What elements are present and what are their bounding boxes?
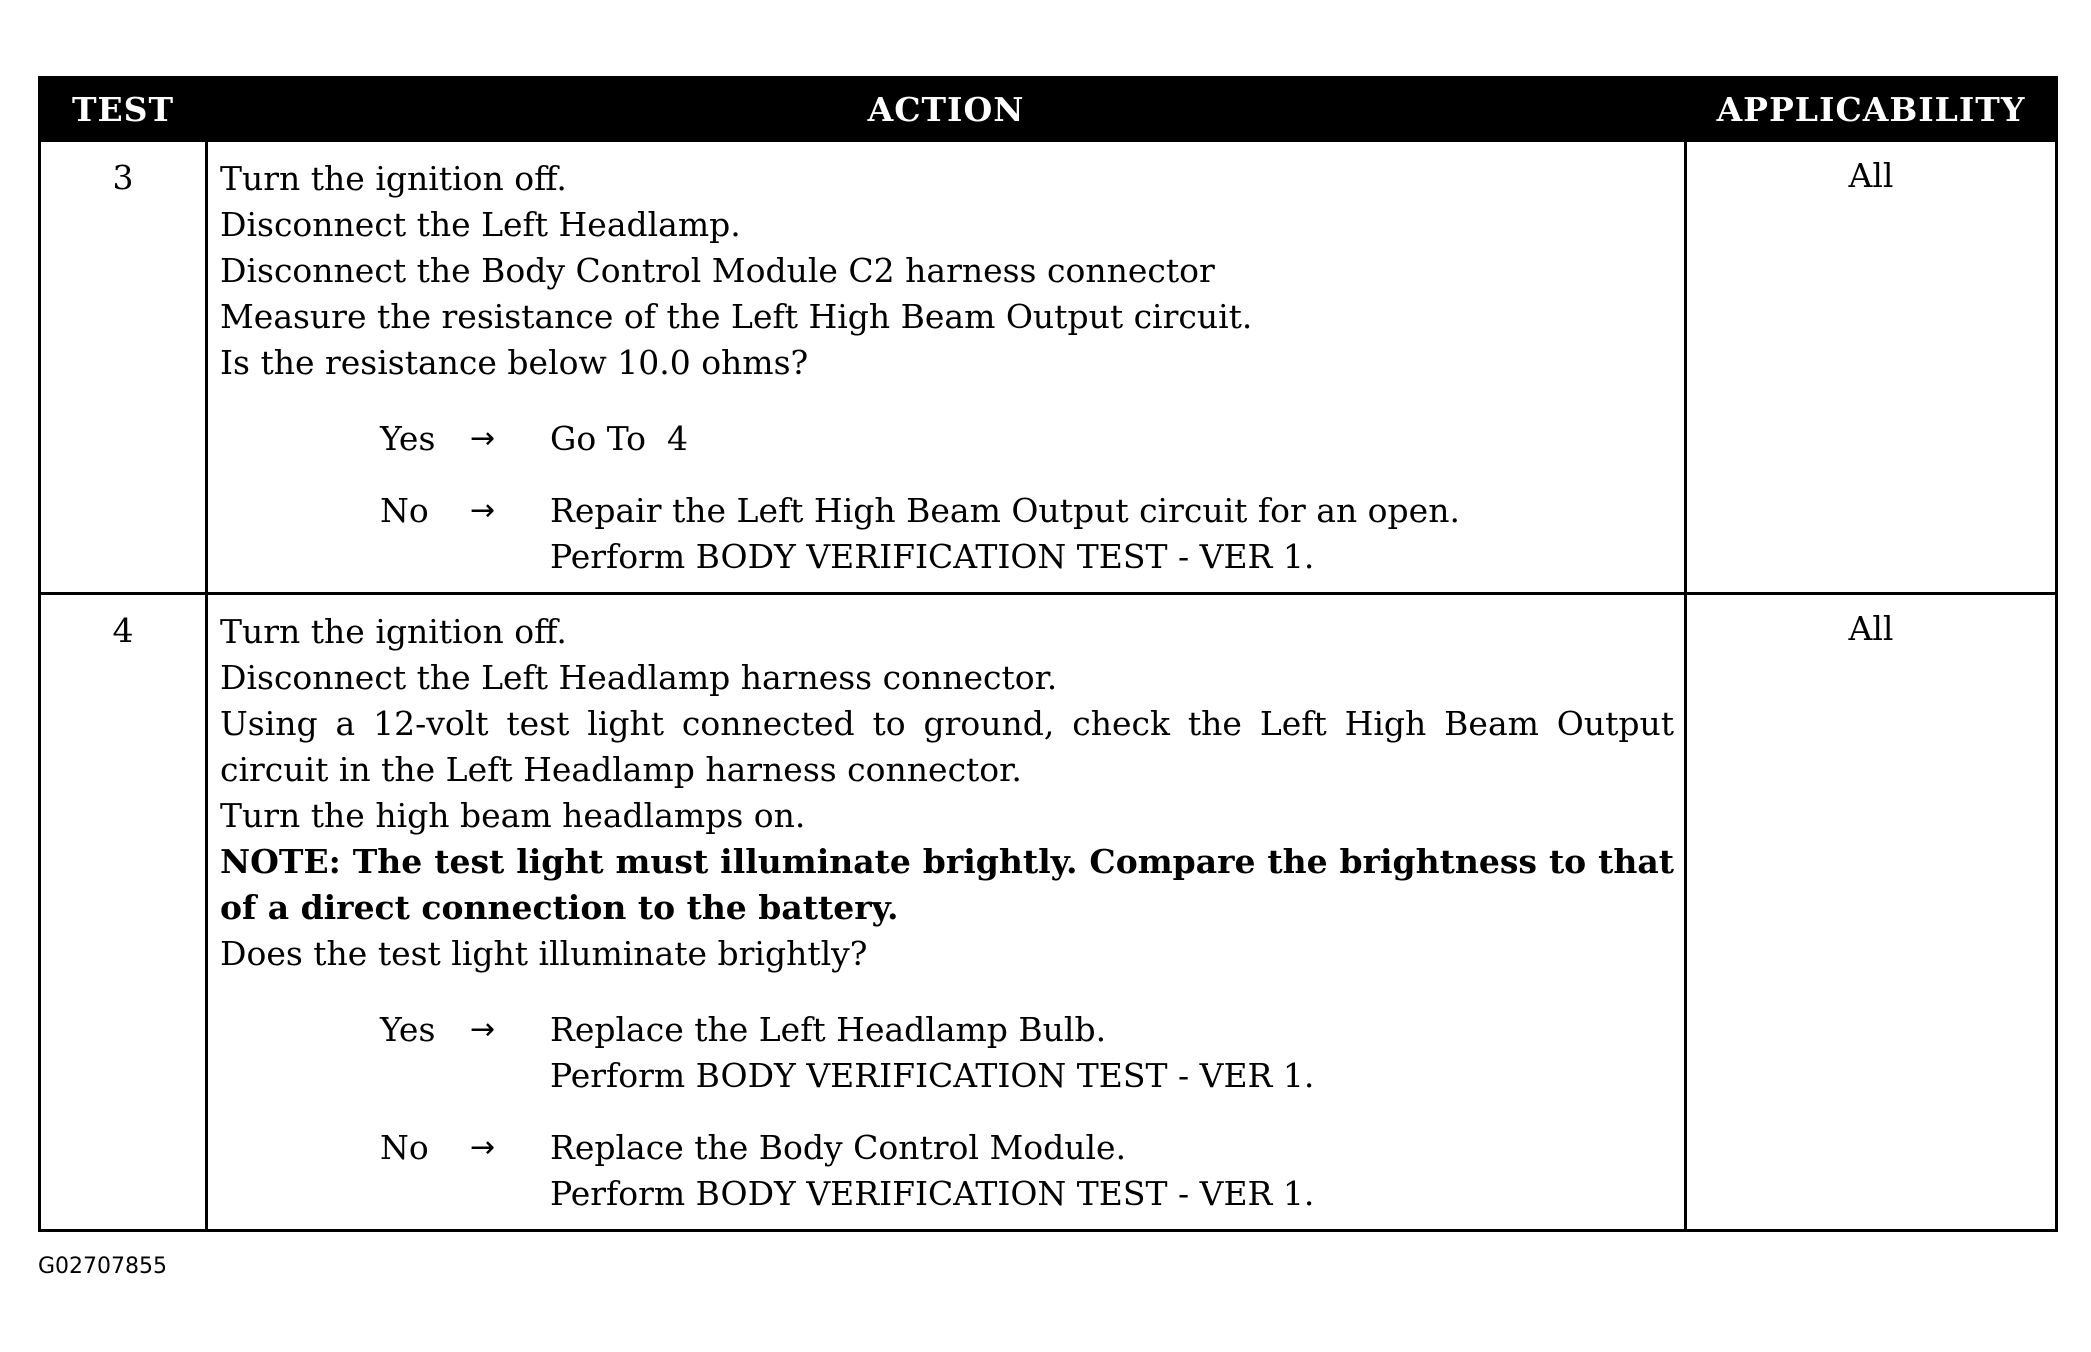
arrow-right-icon: → bbox=[470, 493, 496, 528]
result-line: Perform BODY VERIFICATION TEST - VER 1. bbox=[550, 1174, 1315, 1213]
arrow-right-icon: → bbox=[470, 1130, 496, 1165]
no-label: No bbox=[380, 491, 429, 530]
applicability-cell bbox=[1686, 141, 2057, 594]
result-line: Go To 4 bbox=[550, 419, 689, 458]
header-action: ACTION bbox=[207, 78, 1686, 141]
table-row bbox=[40, 141, 2057, 594]
applicability-cell bbox=[1686, 594, 2057, 1231]
test-number: 3 bbox=[112, 158, 134, 197]
no-label: No bbox=[380, 1128, 429, 1167]
action-step: Disconnect the Left Headlamp harness connector. bbox=[220, 658, 1058, 697]
no-outcome bbox=[380, 488, 1674, 580]
test-number-cell bbox=[40, 141, 207, 594]
no-outcome bbox=[380, 1125, 1674, 1217]
result-line: Perform BODY VERIFICATION TEST - VER 1. bbox=[550, 1056, 1315, 1095]
yes-label: Yes bbox=[380, 419, 436, 458]
action-step: Turn the ignition off. bbox=[220, 159, 567, 198]
figure-id: G02707855 bbox=[38, 1254, 168, 1279]
table-row bbox=[40, 594, 2057, 1231]
header-row bbox=[40, 78, 2057, 141]
yes-result bbox=[550, 1007, 1674, 1099]
arrow-right-icon: → bbox=[470, 1012, 496, 1047]
no-result bbox=[550, 488, 1674, 580]
action-step: Disconnect the Body Control Module C2 harness connector bbox=[220, 251, 1215, 290]
action-step: Turn the ignition off. bbox=[220, 612, 567, 651]
action-step: Turn the high beam headlamps on. bbox=[220, 796, 806, 835]
action-step: Disconnect the Left Headlamp. bbox=[220, 205, 741, 244]
result-line: Replace the Body Control Module. bbox=[550, 1128, 1127, 1167]
action-question: Is the resistance below 10.0 ohms? bbox=[220, 343, 809, 382]
note-text: NOTE: The test light must illuminate brightly. Compare the brightness to that of a direct connection to the battery. bbox=[220, 842, 1674, 927]
test-number-cell bbox=[40, 594, 207, 1231]
action-cell bbox=[207, 594, 1686, 1231]
test-number: 4 bbox=[112, 611, 134, 650]
diagnostic-table bbox=[38, 76, 2058, 1232]
yes-outcome bbox=[380, 1007, 1674, 1099]
action-step: Using a 12-volt test light connected to ground, check the Left High Beam Output circuit in the Left Headlamp harness connector. bbox=[220, 704, 1674, 789]
applicability-value: All bbox=[1848, 609, 1894, 648]
result-line: Repair the Left High Beam Output circuit for an open. bbox=[550, 491, 1460, 530]
result-line: Replace the Left Headlamp Bulb. bbox=[550, 1010, 1107, 1049]
yes-result bbox=[550, 416, 1674, 462]
header-test: TEST bbox=[40, 78, 207, 141]
arrow-right-icon: → bbox=[470, 421, 496, 456]
action-step: Measure the resistance of the Left High Beam Output circuit. bbox=[220, 297, 1253, 336]
applicability-value: All bbox=[1848, 156, 1894, 195]
yes-label: Yes bbox=[380, 1010, 436, 1049]
no-result bbox=[550, 1125, 1674, 1217]
action-cell bbox=[207, 141, 1686, 594]
yes-outcome bbox=[380, 416, 1674, 462]
action-question: Does the test light illuminate brightly? bbox=[220, 934, 868, 973]
result-line: Perform BODY VERIFICATION TEST - VER 1. bbox=[550, 537, 1315, 576]
header-applicability: APPLICABILITY bbox=[1686, 78, 2057, 141]
